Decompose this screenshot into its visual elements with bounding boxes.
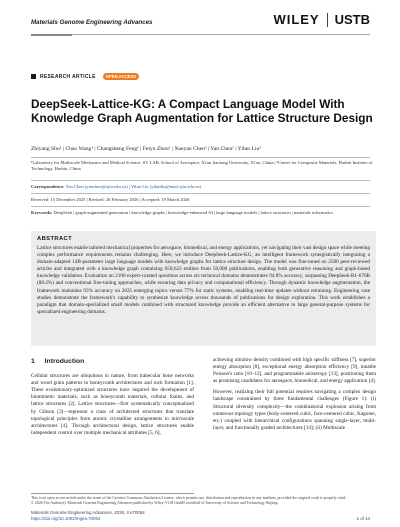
section-heading: [31, 358, 194, 365]
authors-divider: [31, 157, 370, 158]
author-list: Zhiyang Shu¹ | Chao Wang¹ | Changsheng Feng¹ | Feiyu Zhou¹ | Xueyan Chen² | Yan Chen¹ | Yilun Liu¹: [31, 146, 261, 152]
left-column: [31, 358, 194, 441]
section-title: Introduction: [44, 358, 85, 365]
article-dates: Received: 15 December 2025 | Revised: 26 February 2026 | Accepted: 19 March 2026: [31, 197, 190, 202]
article-type-row: [31, 73, 139, 80]
affiliations-divider: [31, 180, 370, 181]
page-number: 1 of 14: [356, 516, 370, 522]
license-footnote: [31, 496, 376, 507]
square-icon: [31, 74, 36, 79]
copyright-line: © 2026 The Author(s). Materials Genome Engineering Advances published by Wiley-VCH GmbH on behalf of University of Science and Technology Beijing.: [31, 501, 279, 506]
wiley-logo: WILEY: [273, 12, 320, 27]
ustb-logo: USTB: [334, 12, 370, 27]
correspondence-label: Correspondence:: [31, 184, 65, 189]
footer-citation: Materials Genome Engineering Advances, 2026; 4:e70064: [31, 510, 145, 515]
correspondence-divider: [31, 193, 370, 194]
correspondence: [31, 184, 201, 189]
keywords-label: Keywords:: [31, 210, 53, 215]
keywords-list: DeepSeek | graph-augmented generation | knowledge graphs | knowledge-enhanced AI | large language models | lattice structures | materials informatics: [53, 210, 333, 215]
footnote-divider: [31, 493, 194, 494]
article-title: DeepSeek-Lattice-KG: A Compact Language Model With Knowledge Graph Augmentation for Lattice Structure Design: [31, 97, 373, 126]
keywords: [31, 210, 376, 216]
abstract-heading: ABSTRACT: [37, 236, 73, 242]
right-column: [213, 357, 376, 436]
body-paragraph: Cellular structures are ubiquitous in nature, from trabecular bone networks and wood grain patterns to honeycomb architectures and rock formation [1]. These evolutionary-optimized structures have inspired the development of biomimetic materials, such as honeycomb materials, cellular foams, and lattice structures [2]. Lattice structures—first systematically conceptualized by Gibson [3]—represent a class of architected structures that translate topological principles from atomic crystalline arrangements to microscale architectures [4]. Through architectural design, lattice structures enable independent control over multiple mechanical attributes [5, 6],: [31, 373, 194, 436]
header-divider: [31, 34, 370, 35]
header-accent: [31, 34, 72, 36]
body-paragraph: achieving ultralow density combined with high specific stiffness [7], superior energy absorption [8], exceptional energy absorption efficiency [9], tunable Poisson's ratio [10–12], and programmable anisotropy [13], positioning them as promising candidates for aerospace, biomedical, and energy application [4].: [213, 357, 376, 385]
affiliations: ¹Laboratory for Multiscale Mechanics and Medical Science, SV LAB, School of Aerospace, Xi'an Jiaotong University, Xi'an, China | ²Center for Composite Materials, Harbin Institute of Technology, Harbin, China: [31, 160, 373, 172]
dates-divider: [31, 206, 370, 207]
abstract-text: Lattice structures enable tailored mechanical properties for aerospace, biomedical, and energy applications, yet navigating their vast design space while meeting complex performance requirements remains challenging. Here, we introduce DeepSeek-Lattice-KG, an intelligent framework synergistically integrating a domain-adapted 14B-parameter large language models with knowledge graphs for lattice structure design. The model was fine-tuned on 2500 peer-reviewed articles and integrated with a knowledge graph containing 658,623 entities from 50,000 publications, enabling both generative reasoning and graph-based knowledge validation. Evaluation on 2100 expert-curated questions across six technical domains demonstrates 94.8% accuracy, surpassing DeepSeek-R1-670B (88.2%) and conventional fine-tuning approaches, while ensuring data privacy and computational efficiency. Through dynamic knowledge augmentation, the framework maintains 93% accuracy on 2025 emerging topics versus 77% for static systems, enabling real-time updates without retraining. Engineering case studies demonstrate the framework's capability to synthesize knowledge across thousands of publications for design exploration. This work establishes a paradigm that domain-specialized small models combined with structured knowledge provide an efficient alternative to large general-purpose systems for specialized engineering domains.: [37, 245, 370, 315]
section-number: 1: [31, 358, 35, 365]
logo-divider: [327, 13, 328, 27]
body-paragraph: However, realizing their full potential requires navigating a complex design landscape constrained by three fundamental challenges (Figure 1): (i) Structural diversity complexity—the combinatorial explosion arising from numerous topology types (body-centered cubic, face-centered cubic, Kagome, etc.) coupled with hierarchical configurations spanning single-layer, multi-layer, and functionally graded architectures [14]; (ii) Multiscale: [213, 389, 376, 431]
license-line: This is an open access article under the terms of the Creative Commons Attribution License, which permits use, distribution and reproduction in any medium, provided the original work is properly cited.: [31, 496, 347, 500]
doi-link[interactable]: https://doi.org/10.1002/mgea.70064: [31, 515, 101, 521]
article-type-label: RESEARCH ARTICLE: [40, 73, 96, 80]
publisher-logos: [273, 12, 370, 27]
open-access-badge: OPEN ACCESS: [103, 73, 139, 80]
page-footer: [31, 510, 370, 521]
abstract-box: [31, 231, 376, 346]
correspondence-emails[interactable]: Yan Chen (yanchen@xjtu.edu.cn) | Yilun Liu (yilunliu@mail.xjtu.edu.cn): [65, 184, 202, 189]
journal-name: Materials Genome Engineering Advances: [31, 19, 153, 26]
footer-citation-block: [31, 510, 145, 521]
